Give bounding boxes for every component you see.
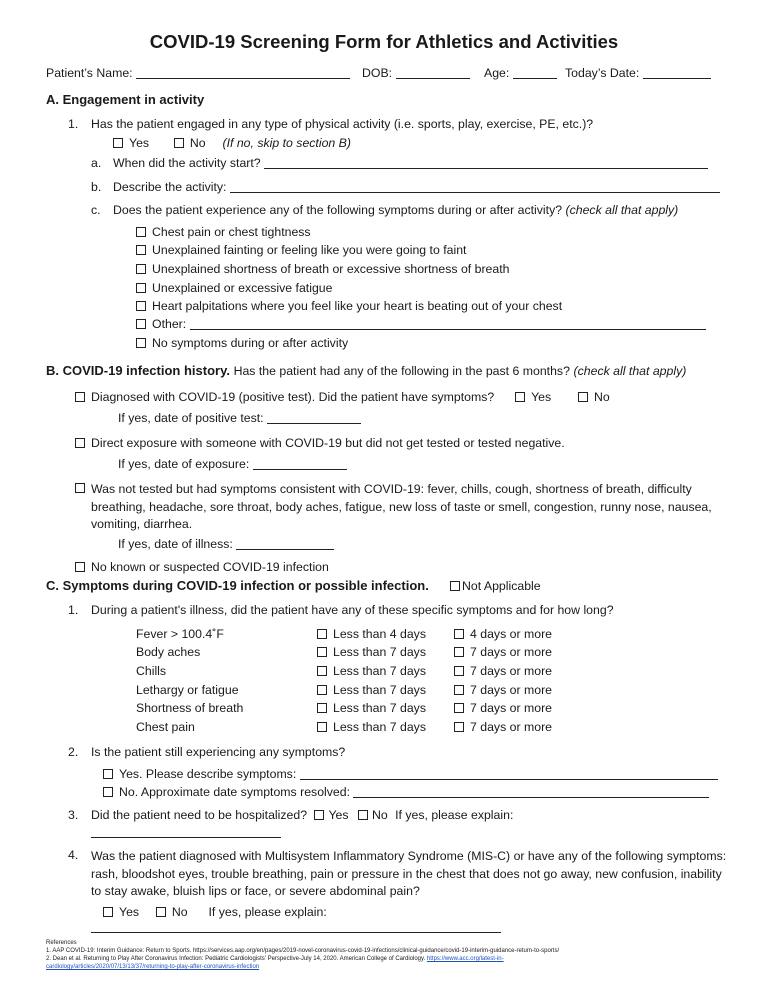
illness-date-row: [118, 537, 334, 551]
misc-no-checkbox[interactable]: [156, 907, 166, 917]
duration-long-label: 4 days or more: [470, 627, 553, 641]
activity-symptom-label: Chest pain or chest tightness: [152, 225, 311, 239]
duration-symptom: Fever > 100.4˚F: [136, 627, 224, 641]
duration-symptom: Shortness of breath: [136, 701, 244, 715]
duration-short-option: [317, 664, 426, 678]
misc-explain-field[interactable]: [91, 920, 501, 933]
c-q1-number: 1.: [68, 603, 79, 617]
diagnosed-yes-checkbox[interactable]: [515, 392, 525, 402]
skip-note: (If no, skip to section B): [222, 136, 351, 150]
activity-symptom-checkbox[interactable]: [136, 264, 146, 274]
activity-symptom-option: [136, 317, 706, 331]
duration-long-option: [454, 720, 552, 734]
still-symptoms-yes-row: [103, 767, 718, 781]
positive-test-date-field[interactable]: [267, 411, 361, 424]
duration-long-checkbox[interactable]: [454, 703, 464, 713]
hospitalized-no-checkbox[interactable]: [358, 810, 368, 820]
duration-long-checkbox[interactable]: [454, 666, 464, 676]
resolved-date-field[interactable]: [353, 785, 709, 798]
activity-start-field[interactable]: [264, 156, 708, 169]
duration-long-checkbox[interactable]: [454, 685, 464, 695]
duration-short-checkbox[interactable]: [317, 685, 327, 695]
a-q1-yes-label: Yes: [129, 136, 150, 150]
misc-yes-checkbox[interactable]: [103, 907, 113, 917]
activity-symptoms-text: Does the patient experience any of the following symptoms during or after activity?: [113, 203, 563, 217]
activity-symptom-option: [136, 281, 332, 295]
age-field[interactable]: [513, 66, 557, 79]
diagnosed-no-checkbox[interactable]: [578, 392, 588, 402]
misc-explain-row: [91, 920, 501, 934]
no-infection-label: No known or suspected COVID-19 infection: [91, 560, 329, 574]
patient-name-field[interactable]: [136, 66, 350, 79]
exposure-date-field[interactable]: [253, 457, 347, 470]
illness-date-field[interactable]: [236, 537, 334, 550]
reference-2-text: 2. Dean et al. Returning to Play After Coronavirus Infection: Pediatric Cardiologists' Perspective-July 14, 2020. American College of Cardiology.: [46, 956, 426, 962]
duration-long-checkbox[interactable]: [454, 722, 464, 732]
exposure-row: [75, 436, 565, 450]
reference-2-link-tail[interactable]: cardiology/articles/2020/07/13/13/37/returning-to-play-after-coronavirus-infection: [46, 964, 260, 970]
today-date-row: [565, 66, 711, 80]
misc-explain-label: If yes, please explain:: [208, 905, 327, 919]
activity-symptom-checkbox[interactable]: [136, 319, 146, 329]
duration-long-option: [454, 627, 552, 641]
diagnosed-no-label: No: [594, 390, 610, 404]
duration-short-label: Less than 4 days: [333, 627, 426, 641]
today-date-label: Today’s Date:: [565, 66, 640, 80]
duration-short-label: Less than 7 days: [333, 720, 426, 734]
not-applicable-checkbox[interactable]: [450, 581, 460, 591]
hospitalized-row: [91, 808, 513, 822]
c-q2-text: Is the patient still experiencing any symptoms?: [91, 745, 346, 759]
activity-symptom-option: [136, 299, 562, 313]
activity-symptom-checkbox[interactable]: [136, 301, 146, 311]
check-all-note: (check all that apply): [565, 203, 679, 217]
duration-long-checkbox[interactable]: [454, 647, 464, 657]
duration-short-option: [317, 645, 426, 659]
exposure-checkbox[interactable]: [75, 438, 85, 448]
positive-test-date-label: If yes, date of positive test:: [118, 411, 264, 425]
activity-start-label: When did the activity start?: [113, 156, 261, 170]
reference-1: 1. AAP COVID-19: Interim Guidance: Return to Sports. https://services.aap.org/en/pages/2019-novel-coronavirus-covid-19-infections/clinical-guidance/covid-19-interim-guidance-return-to-sports/: [46, 948, 560, 954]
duration-long-option: [454, 683, 552, 697]
duration-symptom: Lethargy or fatigue: [136, 683, 239, 697]
hospitalized-label: Did the patient need to be hospitalized?: [91, 808, 308, 822]
section-c-heading: C. Symptoms during COVID-19 infection or possible infection.: [46, 578, 429, 593]
c-q4-text: Was the patient diagnosed with Multisystem Inflammatory Syndrome (MIS-C) or have any of the following symptoms: rash, bloodshot eyes, trouble breathing, pain or pressure in the chest that does not go away, new confusion, inability to stay awake, bluish lips or face, or severe abdominal pain?: [91, 849, 727, 898]
section-b-title: B. COVID-19 infection history.: [46, 363, 230, 378]
dob-row: [362, 66, 470, 80]
duration-symptom: Chest pain: [136, 720, 195, 734]
duration-short-checkbox[interactable]: [317, 666, 327, 676]
a-q1-no-label: No: [189, 136, 206, 150]
still-symptoms-no-label: No. Approximate date symptoms resolved:: [119, 785, 351, 799]
activity-symptom-option: [136, 225, 311, 239]
misc-yes-label: Yes: [119, 905, 140, 919]
describe-symptoms-field[interactable]: [300, 767, 718, 780]
no-infection-checkbox[interactable]: [75, 562, 85, 572]
duration-symptom: Body aches: [136, 645, 201, 659]
dob-label: DOB:: [362, 66, 393, 80]
positive-test-date-row: [118, 411, 361, 425]
still-symptoms-no-checkbox[interactable]: [103, 787, 113, 797]
duration-long-label: 7 days or more: [470, 701, 553, 715]
patient-name-label: Patient’s Name:: [46, 66, 133, 80]
diagnosed-checkbox[interactable]: [75, 392, 85, 402]
duration-short-option: [317, 720, 426, 734]
activity-describe-label: Describe the activity:: [113, 180, 227, 194]
a-q1-options: [113, 136, 351, 150]
duration-long-label: 7 days or more: [470, 683, 553, 697]
activity-symptom-option: [136, 262, 510, 276]
not-tested-checkbox-wrap: [75, 481, 91, 495]
duration-short-checkbox[interactable]: [317, 703, 327, 713]
duration-short-checkbox[interactable]: [317, 629, 327, 639]
duration-long-option: [454, 645, 552, 659]
form-title: COVID-19 Screening Form for Athletics and Activities: [149, 31, 619, 52]
a-q1-no-checkbox[interactable]: [174, 138, 184, 148]
c-q2-number: 2.: [68, 745, 79, 759]
not-applicable-label: Not Applicable: [462, 579, 541, 593]
exposure-date-row: [118, 457, 347, 471]
a-sub-b-label: b.: [91, 180, 102, 194]
diagnosed-row: [75, 390, 610, 404]
activity-symptom-checkbox[interactable]: [136, 338, 146, 348]
hospitalized-explain-label: If yes, please explain:: [395, 808, 514, 822]
still-symptoms-no-row: [103, 785, 709, 799]
still-symptoms-yes-label: Yes. Please describe symptoms:: [119, 767, 297, 781]
activity-start-row: [113, 156, 708, 170]
patient-name-row: [46, 66, 350, 80]
hospitalized-yes-checkbox[interactable]: [314, 810, 324, 820]
not-tested-label: Was not tested but had symptoms consistent with COVID-19: fever, chills, cough, shortness of breath, difficulty breathing, headache, sore throat, body aches, fatigue, new loss of taste or smell, congestion, runny nose, nausea, vomiting, diarrhea.: [91, 482, 712, 531]
age-label: Age:: [484, 66, 510, 80]
a-q1-yes-checkbox[interactable]: [113, 138, 123, 148]
duration-long-checkbox[interactable]: [454, 629, 464, 639]
activity-symptom-label: Other:: [152, 317, 187, 331]
activity-symptom-checkbox[interactable]: [136, 283, 146, 293]
diagnosed-yes-label: Yes: [531, 390, 552, 404]
activity-describe-field[interactable]: [230, 180, 720, 193]
duration-symptom: Chills: [136, 664, 167, 678]
exposure-label: Direct exposure with someone with COVID-19 but did not get tested or tested negative.: [91, 436, 565, 450]
hospitalized-yes-label: Yes: [328, 808, 349, 822]
section-b-note: (check all that apply): [573, 364, 687, 378]
hospitalized-explain-field[interactable]: [91, 825, 281, 838]
activity-symptom-option: [136, 243, 466, 257]
a-sub-a-label: a.: [91, 156, 102, 170]
exposure-date-label: If yes, date of exposure:: [118, 457, 250, 471]
hospitalized-no-label: No: [371, 808, 388, 822]
section-a-heading: A. Engagement in activity: [46, 92, 205, 107]
misc-options-row: [103, 905, 327, 919]
reference-2-link-continued: [46, 964, 259, 972]
illness-date-label: If yes, date of illness:: [118, 537, 233, 551]
duration-short-checkbox[interactable]: [317, 722, 327, 732]
activity-symptom-label: Heart palpitations where you feel like your heart is beating out of your chest: [152, 299, 563, 313]
duration-short-label: Less than 7 days: [333, 683, 426, 697]
a-q1-number: 1.: [68, 117, 79, 131]
a-q1-text: Has the patient engaged in any type of physical activity (i.e. sports, play, exercise, PE, etc.)?: [91, 117, 594, 131]
duration-short-option: [317, 627, 426, 641]
today-date-field[interactable]: [643, 66, 711, 79]
activity-describe-row: [113, 180, 720, 194]
activity-symptoms-question: [113, 203, 678, 217]
c-q1-text: During a patient's illness, did the patient have any of these specific symptoms and for how long?: [91, 603, 614, 617]
reference-2: [46, 956, 504, 964]
activity-symptom-label: No symptoms during or after activity: [152, 336, 349, 350]
duration-short-option: [317, 683, 426, 697]
activity-symptom-label: Unexplained fainting or feeling like you were going to faint: [152, 243, 467, 257]
reference-2-link[interactable]: https://www.acc.org/latest-in-: [426, 956, 504, 962]
duration-short-label: Less than 7 days: [333, 701, 426, 715]
c-q3-number: 3.: [68, 808, 79, 822]
references-heading: References: [46, 940, 77, 946]
duration-long-label: 7 days or more: [470, 720, 553, 734]
dob-field[interactable]: [396, 66, 470, 79]
activity-symptom-checkbox[interactable]: [136, 245, 146, 255]
duration-short-label: Less than 7 days: [333, 664, 426, 678]
duration-short-label: Less than 7 days: [333, 645, 426, 659]
no-infection-row: [75, 560, 329, 574]
activity-symptom-checkbox[interactable]: [136, 227, 146, 237]
still-symptoms-yes-checkbox[interactable]: [103, 769, 113, 779]
c-q4-number: 4.: [68, 848, 79, 862]
section-b-subtitle: Has the patient had any of the following in the past 6 months?: [233, 364, 570, 378]
not-tested-checkbox[interactable]: [75, 483, 85, 493]
diagnosed-label: Diagnosed with COVID-19 (positive test). Did the patient have symptoms?: [91, 390, 495, 404]
misc-no-label: No: [171, 905, 188, 919]
not-applicable-row: [450, 579, 541, 593]
duration-long-option: [454, 664, 552, 678]
activity-symptom-label: Unexplained shortness of breath or excessive shortness of breath: [152, 262, 510, 276]
duration-long-option: [454, 701, 552, 715]
age-row: [484, 66, 557, 80]
a-sub-c-label: c.: [91, 203, 101, 217]
duration-long-label: 7 days or more: [470, 664, 553, 678]
hospitalized-explain-row: [91, 825, 281, 839]
duration-long-label: 7 days or more: [470, 645, 553, 659]
duration-short-checkbox[interactable]: [317, 647, 327, 657]
activity-symptom-option: [136, 336, 348, 350]
section-b-heading: [46, 363, 686, 378]
other-symptom-field[interactable]: [190, 317, 706, 330]
activity-symptom-label: Unexplained or excessive fatigue: [152, 281, 333, 295]
duration-short-option: [317, 701, 426, 715]
